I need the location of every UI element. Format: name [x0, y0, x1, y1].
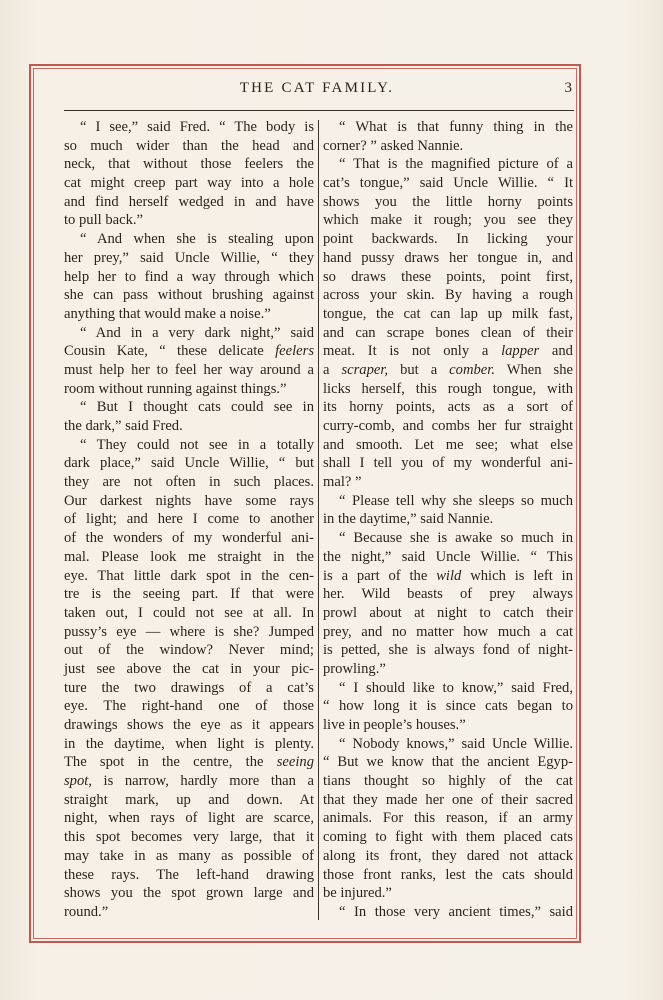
text-line: the dark,” said Fred. — [64, 418, 183, 434]
text-line: cat might creep part way into a hole — [64, 175, 314, 192]
text-line: help her to find a way through which — [64, 268, 314, 285]
text-line: “ Please tell why she sleeps so much — [339, 492, 573, 509]
text-line: they are not often in such places. — [64, 474, 314, 491]
text-line: be injured.” — [323, 885, 392, 902]
text-line: “ And in a very dark night,” said — [80, 324, 314, 341]
text-line: “ They could not see in a totally — [80, 436, 314, 453]
text-line: “ Because she is awake so much in — [339, 530, 573, 547]
text-line: her prey,” said Uncle Willie, “ they — [64, 249, 314, 266]
text-line: tre is the seeing part. If that were — [64, 586, 314, 603]
text-line: is petted, she is always fond of night- — [323, 642, 573, 659]
text-line: pussy’s eye — where is she? Jumped — [64, 623, 314, 640]
text-line: out of the window? Never mind; — [64, 642, 314, 659]
text-line: Cousin Kate, “ these delicate feelers — [64, 343, 314, 360]
text-line: that they made her one of their sacred — [323, 791, 573, 808]
text-line: to pull back.” — [64, 212, 144, 229]
text-line: and smooth. Let me see; what else — [323, 436, 573, 453]
text-line: animals. For this reason, if an army — [323, 810, 573, 827]
text-line: eye. The right-hand one of those — [64, 698, 314, 715]
text-line: prey, and no matter how much a cat — [323, 623, 573, 640]
text-line: meat. It is not only a lapper and — [323, 343, 573, 360]
text-line: spot, is narrow, hardly more than a — [64, 773, 314, 790]
text-line: mal? ” — [323, 474, 362, 491]
text-line: corner? ” asked Nannie. — [323, 137, 464, 154]
text-line: along its front, they dared not attack — [323, 847, 573, 864]
text-line: “ how long it is since cats began to — [323, 698, 573, 715]
text-line: anything that would make a noise.” — [64, 305, 271, 322]
text-line: just see above the cat in your pic- — [64, 660, 314, 677]
text-line: this spot becomes very large, that it — [64, 829, 314, 846]
text-line: tians thought so highly of the cat — [323, 773, 573, 790]
text-line: The spot in the centre, the seeing — [64, 754, 314, 771]
text-line: “ In those very ancient times,” said — [339, 903, 573, 920]
text-line: and find herself wedged in and have — [64, 193, 314, 210]
text-line: those front ranks, lest the cats should — [323, 866, 573, 883]
page-header — [60, 80, 574, 102]
text-line: drawings shows the eye as it appears — [64, 717, 314, 733]
text-line: dark place,” said Uncle Willie, “ but — [64, 455, 314, 472]
text-line: “ But I thought cats could see in — [80, 399, 314, 416]
text-line: hand pussy draws her tongue in, and — [323, 249, 573, 266]
text-line: which make it rough; you see they — [323, 212, 573, 229]
text-line: in the daytime,” said Nannie. — [323, 511, 494, 528]
text-line: of light; and here I come to another — [64, 511, 314, 528]
page-number: 3 — [564, 80, 572, 96]
text-line: “ And when she is stealing upon — [80, 231, 314, 248]
text-line: tongue, the cat can lap up milk fast, — [323, 305, 573, 322]
header-rule — [64, 110, 574, 111]
text-line: shows you the spot grown large and — [64, 885, 314, 902]
text-line: a scraper, but a comber. When she — [323, 361, 573, 378]
text-line: point backwards. In licking your — [323, 231, 573, 248]
text-line: round.” — [64, 903, 109, 920]
text-line: shows you the little horny points — [323, 193, 573, 210]
text-line: of the wonders of my wonderful ani- — [64, 530, 314, 547]
text-line: prowling.” — [323, 660, 386, 677]
text-line: she can pass without brushing against — [64, 287, 314, 304]
text-line: live in people’s houses.” — [323, 717, 466, 733]
text-line: “ Nobody knows,” said Uncle Willie. — [339, 735, 573, 752]
left-column — [64, 118, 314, 922]
text-line: its horny points, acts as a sort of — [323, 399, 573, 416]
text-line: taken out, I could not see at all. In — [64, 604, 314, 621]
text-line: straight mark, up and down. At — [64, 791, 314, 808]
text-line: “ But we know that the ancient Egyp- — [323, 754, 573, 771]
text-line: these rays. The left-hand drawing — [64, 866, 314, 883]
text-line: cat’s tongue,” said Uncle Willie. “ It — [323, 175, 573, 192]
text-line: coming to fight with them placed cats — [323, 829, 573, 846]
text-line: may take in as many as possible of — [64, 847, 314, 864]
text-line: mal. Please look me straight in the — [64, 548, 314, 565]
text-line: neck, that without those feelers the — [64, 156, 314, 173]
text-line: ture the two drawings of a cat’s — [64, 679, 314, 696]
text-line: in the daytime, when light is plenty. — [64, 735, 314, 752]
text-line: shall I tell you of my wonderful ani- — [323, 455, 573, 472]
text-line: licks herself, this rough tongue, with — [323, 380, 573, 397]
text-line: night, when rays of light are scarce, — [64, 810, 314, 827]
text-line: curry-comb, and combs her fur straight — [323, 418, 573, 434]
text-line: “ I see,” said Fred. “ The body is — [80, 119, 314, 135]
text-line: “ I should like to know,” said Fred, — [339, 679, 573, 696]
text-line: the night,” said Uncle Willie. “ This — [323, 548, 573, 565]
text-line: her. Wild beasts of prey always — [323, 586, 573, 603]
column-divider — [318, 120, 319, 920]
text-line: “ What is that funny thing in the — [339, 119, 573, 135]
text-line: and can scrape bones clean of their — [323, 324, 573, 341]
text-line: across your skin. By having a rough — [323, 287, 573, 304]
text-line: “ That is the magnified picture of a — [339, 156, 573, 173]
running-title: THE CAT FAMILY. — [239, 80, 395, 96]
text-line: so much wider than the head and — [64, 137, 314, 154]
text-line: Our darkest nights have some rays — [64, 492, 314, 509]
text-line: must help her to feel her way around a — [64, 361, 314, 378]
text-line: is a part of the wild which is left in — [323, 567, 573, 584]
text-line: prowl about at night to catch their — [323, 604, 573, 621]
text-line: eye. That little dark spot in the cen- — [64, 567, 314, 584]
text-line: so draws these points, point first, — [323, 268, 573, 285]
text-line: room without running against things.” — [64, 380, 287, 397]
right-column — [323, 118, 573, 922]
